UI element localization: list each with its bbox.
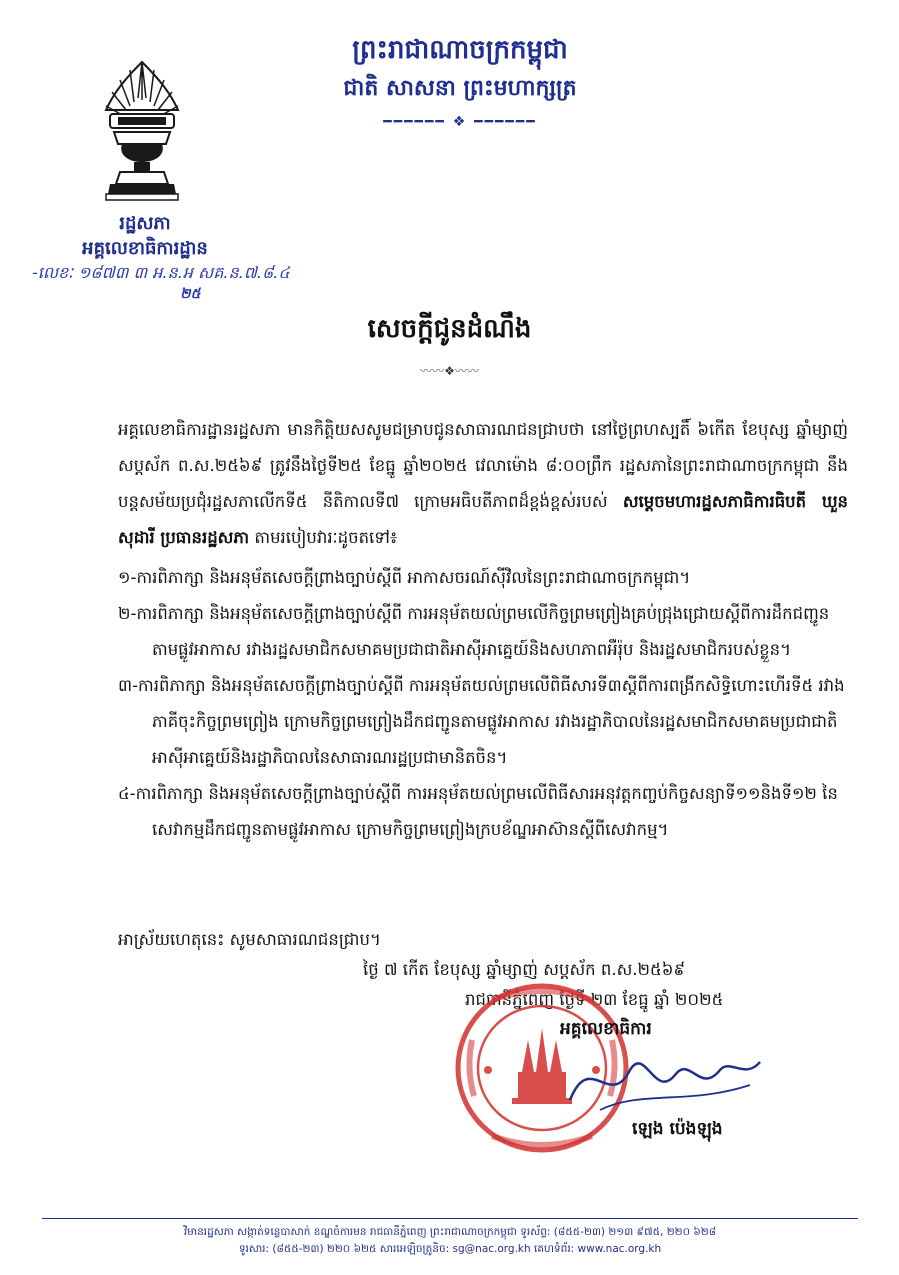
organization-block bbox=[32, 212, 290, 305]
national-assembly-emblem-icon bbox=[96, 58, 188, 208]
intro-paragraph bbox=[118, 412, 848, 556]
reference-number: -លេខៈ ១៨៧៣ ៣ អ.ន.អ សគ.ន.៧.៨.៤ bbox=[32, 263, 290, 282]
footer-divider bbox=[42, 1218, 858, 1219]
title-ornament-icon: 〰〰❖〰〰 bbox=[420, 364, 479, 378]
agenda-list bbox=[118, 560, 848, 848]
footer-contact bbox=[42, 1224, 858, 1258]
footer-fax-email: ទូរសារ: (៨៥៥-២៣) ២២០ ៦២៥ សារអេឡិចត្រូនិច: sg@nac.org.kh គេហទំព័រ: www.nac.org.kh bbox=[238, 1243, 662, 1255]
kingdom-header bbox=[300, 32, 620, 130]
signer-title: អគ្គលេខាធិការ bbox=[560, 1019, 652, 1039]
closing-sentence: អាស្រ័យហេតុនេះ សូមសាធារណជនជ្រាប។ bbox=[118, 930, 381, 949]
president-name: សម្តេចមហារដ្ឋសភាធិការធិបតី ឃួន សុដារី ប្រធានរដ្ឋសភា bbox=[118, 492, 848, 547]
agenda-item: ៤-ការពិភាក្សា និងអនុម័តសេចក្តីព្រាងច្បាប់ស្តីពី ការអនុម័តយល់ព្រមលើពិធីសារអនុវត្តកញ្ចប់កិច្ចសន្យាទី១១និងទី១២ នៃសេវាកម្មដឹកជញ្ជូនតាមផ្លូវអាកាស ក្រោមកិច្ចព្រមព្រៀងក្របខ័ណ្ឌអាស៊ានស្តីពីសេវាកម្ម។ bbox=[118, 784, 838, 839]
agenda-item: ២-ការពិភាក្សា និងអនុម័តសេចក្តីព្រាងច្បាប់ស្តីពី ការអនុម័តយល់ព្រមលើកិច្ចព្រមព្រៀងគ្រប់ជ្រុងជ្រោយស្តីពីការដឹកជញ្ជូនតាមផ្លូវអាកាស រវាងរដ្ឋសមាជិកសមាគមប្រជាជាតិអាស៊ីអាគ្នេយ៍និងសហភាពអឺរ៉ុប និងរដ្ឋសមាជិករបស់ខ្លួន។ bbox=[118, 604, 830, 659]
national-motto: ជាតិ សាសនា ព្រះមហាក្សត្រ bbox=[343, 76, 577, 101]
intro-text: អគ្គលេខាធិការដ្ឋានរដ្ឋសភា មានកិត្តិយសសូមជម្រាបជូនសាធារណជនជ្រាបថា នៅថ្ងៃព្រហស្បតិ៍ ៦កើត ខែបុស្ស ឆ្នាំម្សាញ់ សប្តស័ក ព.ស.២៥៦៩ ត្រូវនឹងថ្ងៃទី២៥ ខែធ្នូ ឆ្នាំ២០២៥ វេលាម៉ោង ៨:០០ព្រឹក រដ្ឋសភានៃព្រះរាជាណាចក្រកម្ពុជា នឹងបន្តសម័យប្រជុំរដ្ឋសភាលើកទី៥ នីតិកាលទី៧ ក្រោមអធិបតីភាពដ៏ខ្ពង់ខ្ពស់របស់ bbox=[118, 420, 848, 511]
organization-name: រដ្ឋសភា bbox=[119, 213, 171, 234]
header-ornament-icon: ━━━━━━ ❖ ━━━━━━ bbox=[383, 114, 537, 130]
kingdom-name: ព្រះរាជាណាចក្រកម្ពុជា bbox=[352, 35, 568, 65]
agenda-item: ៣-ការពិភាក្សា និងអនុម័តសេចក្តីព្រាងច្បាប់ស្តីពី ការអនុម័តយល់ព្រមលើពិធីសារទី៣ស្តីពីការពង្រីកសិទ្ធិហោះហើរទី៥ រវាងភាគីចុះកិច្ចព្រមព្រៀង ក្រោមកិច្ចព្រមព្រៀងដឹកជញ្ជូនតាមផ្លូវអាកាស រវាងរដ្ឋាភិបាលនៃរដ្ឋសមាជិកសមាគមប្រជាជាតិអាស៊ីអាគ្នេយ៍និងរដ្ឋាភិបាលនៃសាធារណរដ្ឋប្រជាមានិតចិន។ bbox=[118, 676, 845, 767]
lunar-date: ថ្ងៃ ៧ កើត ខែបុស្ស ឆ្នាំម្សាញ់ សប្តស័ក ព.ស.២៥៦៩ bbox=[363, 960, 686, 979]
signer-name: ឡេង ប៉េងឡុង bbox=[632, 1119, 723, 1139]
reference-suffix: ២៥ bbox=[180, 286, 201, 302]
solar-date: រាជធានីភ្នំពេញ ថ្ងៃទី ២៣ ខែធ្នូ ឆ្នាំ ២០២៥ bbox=[465, 990, 724, 1009]
agenda-item: ១-ការពិភាក្សា និងអនុម័តសេចក្តីព្រាងច្បាប់ស្តីពី អាកាសចរណ៍ស៊ីវិលនៃព្រះរាជាណាចក្រកម្ពុជា។ bbox=[118, 568, 691, 587]
signature-icon bbox=[560, 1040, 770, 1120]
footer-address: វិមានរដ្ឋសភា សង្កាត់ទន្លេបាសាក់ ខណ្ឌចំការមន រាជធានីភ្នំពេញ ព្រះរាជាណាចក្រកម្ពុជា ទូរស័ព្ទ: (៨៥៥-២៣) ២១៣ ៩៧៥, ២២០ ៦២៨ bbox=[183, 1226, 717, 1238]
secretariat-name: អគ្គលេខាធិការដ្ឋាន bbox=[82, 238, 208, 259]
document-title: សេចក្តីជូនដំណឹង bbox=[367, 314, 532, 344]
intro-ending: តាមរបៀបវារៈដូចតទៅ៖ bbox=[249, 528, 398, 547]
